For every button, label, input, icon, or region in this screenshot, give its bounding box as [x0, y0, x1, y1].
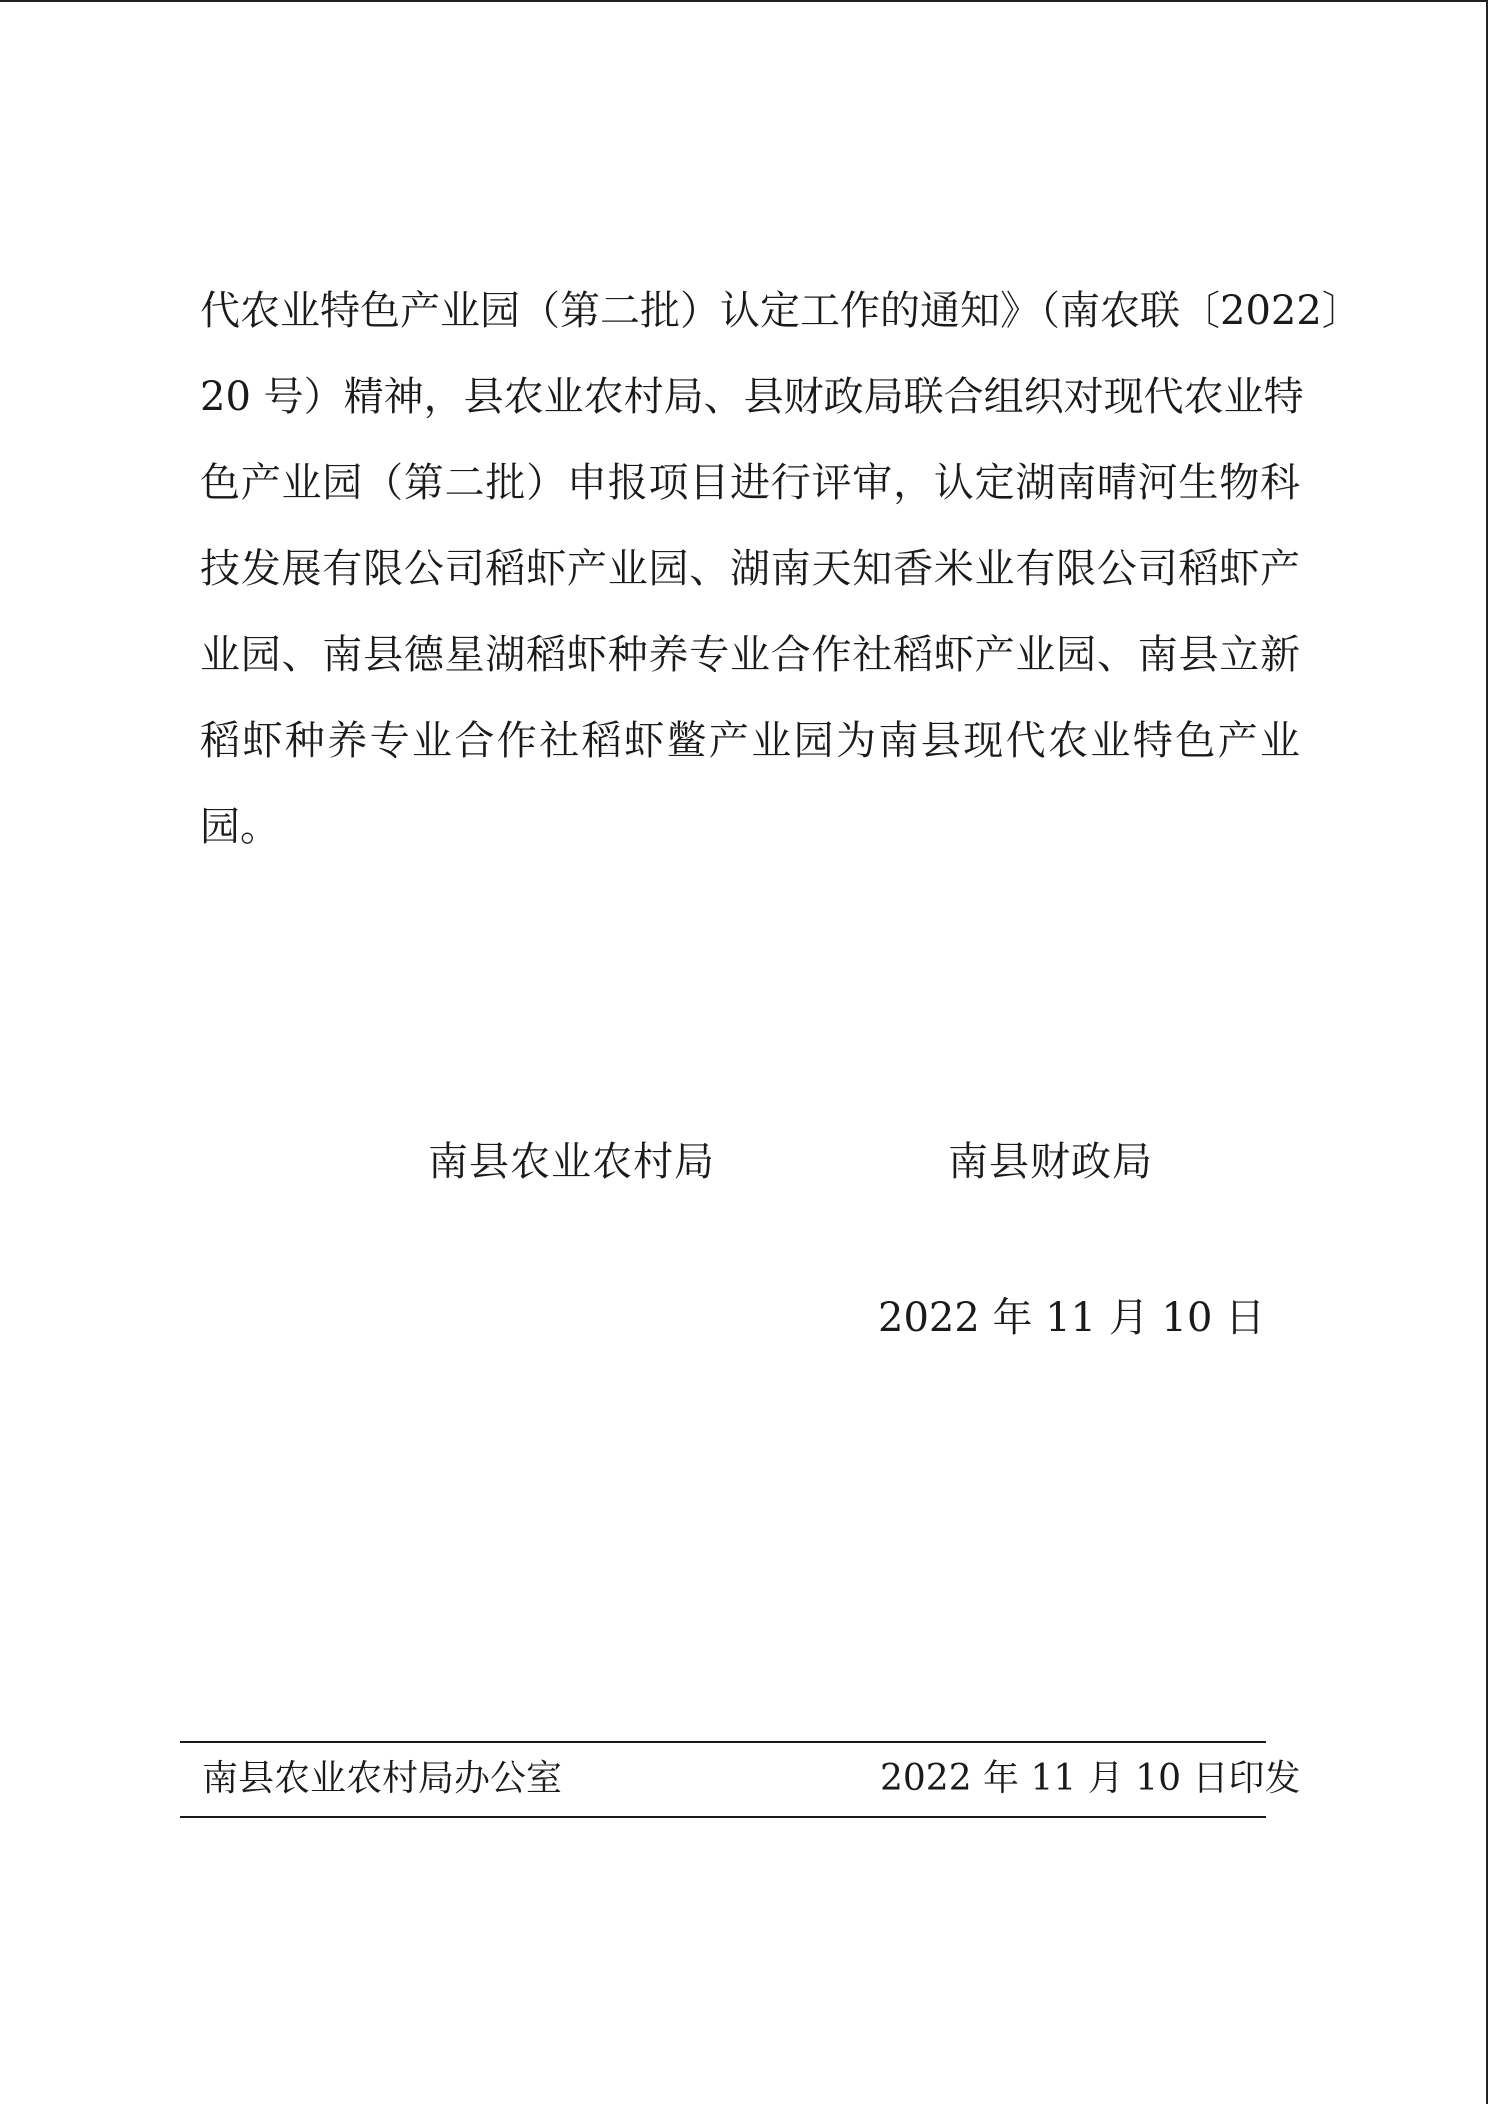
- footer-issuer: 南县农业农村局办公室: [202, 1758, 563, 1799]
- paragraph-line: 园。: [200, 804, 280, 850]
- body-paragraph: [200, 278, 1362, 880]
- signature-agriculture-bureau: 南县农业农村局: [428, 1139, 715, 1185]
- signature-date: 2022 年 11 月 10 日: [878, 1295, 1266, 1341]
- paragraph-line: 技发展有限公司稻虾产业园、湖南天知香米业有限公司稻虾产: [200, 546, 1300, 592]
- footer-divider-bottom: [180, 1816, 1266, 1818]
- page-border-top: [0, 0, 1488, 2]
- paragraph-line: 业园、南县德星湖稻虾种养专业合作社稻虾产业园、南县立新: [200, 632, 1300, 678]
- paragraph-line: 20 号）精神，县农业农村局、县财政局联合组织对现代农业特: [200, 374, 1304, 420]
- footer-print-date: 2022 年 11 月 10 日印发: [880, 1758, 1301, 1799]
- signature-finance-bureau: 南县财政局: [948, 1139, 1153, 1185]
- paragraph-line: 稻虾种养专业合作社稻虾鳖产业园为南县现代农业特色产业: [200, 718, 1300, 764]
- footer-divider-top: [180, 1741, 1266, 1743]
- paragraph-line: 色产业园（第二批）申报项目进行评审，认定湖南晴河生物科: [200, 460, 1300, 506]
- paragraph-line: 代农业特色产业园（第二批）认定工作的通知》（南农联〔2022〕: [200, 288, 1362, 334]
